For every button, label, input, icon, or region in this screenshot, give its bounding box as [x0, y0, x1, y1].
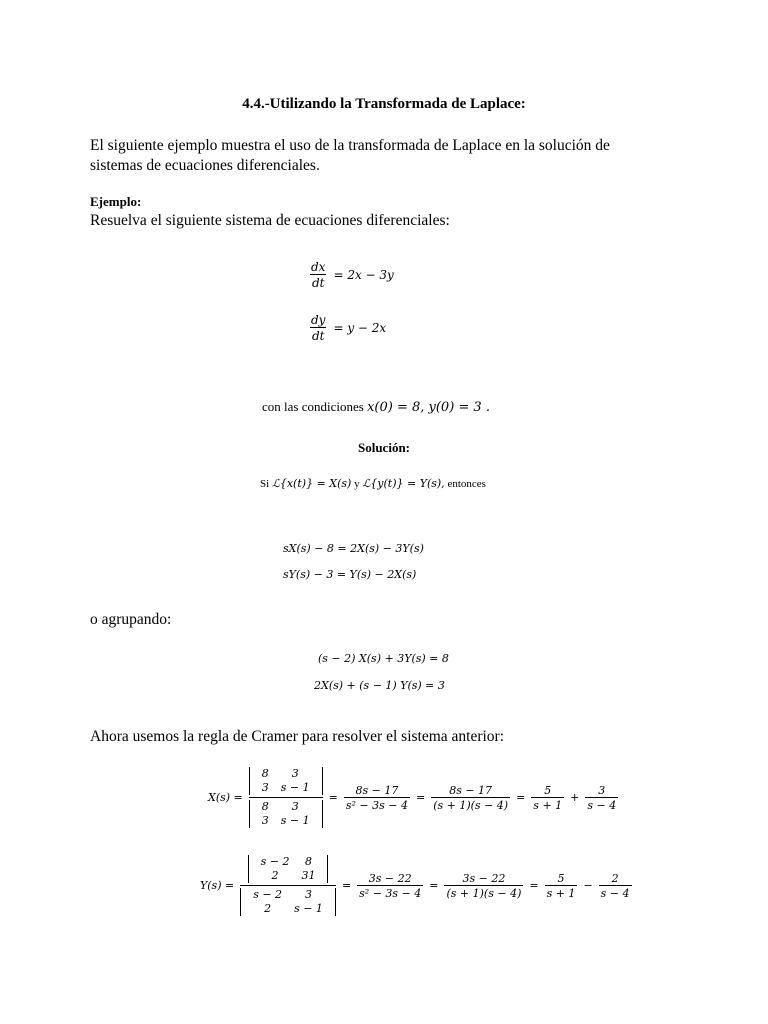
fraction-denominator: s − 4	[600, 886, 630, 900]
det-cell: 3	[261, 781, 269, 794]
intro-line-2: sistemas de ecuaciones diferenciales.	[90, 157, 320, 174]
laplace-y: ℒ{y(t)} = Y(s),	[362, 477, 445, 490]
fraction-numerator: 5	[544, 783, 552, 797]
det-cell: s − 2	[253, 888, 283, 901]
fraction-denominator: s − 4	[587, 798, 617, 812]
transformed-eq-2: sY(s) − 3 = Y(s) − 2X(s)	[283, 568, 417, 581]
y-conjunction: y	[354, 478, 360, 490]
minus-operator: −	[583, 879, 593, 892]
example-label: Ejemplo:	[90, 194, 142, 209]
det-cell: s − 1	[294, 902, 323, 915]
det-cell: s − 1	[280, 814, 310, 827]
eq-sign: =	[341, 879, 352, 892]
plus-operator: +	[570, 791, 580, 804]
det-cell: 2	[271, 869, 279, 882]
x-numerator-determinant	[249, 767, 323, 795]
det-cell: 3	[291, 767, 299, 780]
fraction-numerator: 8s − 17	[449, 783, 493, 797]
initial-conditions	[262, 399, 490, 415]
y-solution	[197, 855, 635, 916]
x-cramer-fraction	[249, 767, 323, 828]
ode-dx-denominator: dt	[311, 276, 325, 290]
laplace-definitions	[260, 477, 486, 490]
fraction-denominator: s² − 3s − 4	[359, 886, 422, 900]
ode-dx-fraction	[309, 260, 327, 290]
eq-sign: =	[429, 879, 439, 892]
fraction-denominator: s + 1	[533, 798, 563, 812]
conditions-text: con las condiciones	[262, 399, 364, 414]
ode-dx-numerator: dx	[311, 260, 326, 274]
si-prefix: Si	[260, 478, 270, 490]
y-denominator-determinant	[240, 888, 336, 916]
y-cramer-fraction	[240, 855, 336, 916]
grouped-eq-1: (s − 2) X(s) + 3Y(s) = 8	[318, 652, 449, 665]
fraction-numerator: 3s − 22	[368, 871, 412, 885]
solution-label: Solución:	[357, 440, 410, 455]
fraction-numerator: 8s − 17	[355, 783, 399, 797]
det-cell: 3	[304, 888, 312, 901]
ode-dy-denominator: dt	[311, 329, 325, 343]
entonces-text: entonces	[447, 478, 486, 490]
fraction-numerator: 5	[557, 871, 565, 885]
det-cell: s − 2	[260, 855, 290, 868]
fraction-denominator: (s + 1)(s − 4)	[446, 886, 522, 900]
y-partial-fraction-1	[545, 872, 578, 900]
x-partial-fraction-2	[585, 784, 618, 812]
transformed-eq-1: sX(s) − 8 = 2X(s) − 3Y(s)	[283, 542, 424, 555]
ode-dy-fraction	[309, 313, 327, 343]
ode-dy-rhs: = y − 2x	[333, 321, 387, 335]
x-partial-fraction-1	[531, 784, 564, 812]
section-title: 4.4.-Utilizando la Transformada de Laplace:	[242, 96, 526, 112]
example-prompt: Resuelva el siguiente sistema de ecuaciones diferenciales:	[90, 212, 450, 229]
laplace-x: ℒ{x(t)} = X(s)	[271, 477, 352, 490]
det-cell: 3	[291, 800, 299, 813]
ode-dx-dt	[306, 260, 397, 290]
ode-dy-dt	[306, 313, 389, 343]
det-cell: 8	[261, 800, 269, 813]
grouped-eq-2: 2X(s) + (s − 1) Y(s) = 3	[314, 679, 445, 692]
conditions-math: x(0) = 8, y(0) = 3 .	[367, 400, 490, 415]
y-fraction-2	[444, 872, 523, 900]
x-lhs: X(s) =	[208, 791, 243, 804]
y-numerator-determinant	[248, 855, 329, 883]
det-cell: 3	[261, 814, 269, 827]
fraction-numerator: 3	[598, 783, 606, 797]
det-cell: 8	[261, 767, 269, 780]
ode-dy-numerator: dy	[311, 313, 326, 327]
eq-sign: =	[516, 791, 526, 804]
y-fraction-1	[357, 872, 423, 900]
eq-sign: =	[328, 791, 338, 804]
cramer-text: Ahora usemos la regla de Cramer para resolver el sistema anterior:	[90, 728, 505, 745]
eq-sign: =	[529, 879, 539, 892]
x-fraction-2	[431, 784, 510, 812]
det-cell: 8	[304, 855, 312, 868]
fraction-numerator: 3s − 22	[462, 871, 506, 885]
det-cell: 31	[301, 869, 316, 882]
x-denominator-determinant	[249, 800, 323, 828]
y-partial-fraction-2	[599, 872, 632, 900]
x-solution	[205, 767, 621, 828]
ode-dx-rhs: = 2x − 3y	[333, 268, 394, 282]
y-lhs: Y(s) =	[200, 879, 235, 892]
fraction-denominator: (s + 1)(s − 4)	[433, 798, 509, 812]
det-cell: 2	[264, 902, 272, 915]
det-cell: s − 1	[280, 781, 310, 794]
fraction-denominator: s + 1	[546, 886, 576, 900]
fraction-denominator: s² − 3s − 4	[345, 798, 408, 812]
intro-line-1: El siguiente ejemplo muestra el uso de la transformada de Laplace en la solución de	[90, 137, 610, 154]
eq-sign: =	[415, 791, 426, 804]
fraction-numerator: 2	[611, 871, 619, 885]
x-fraction-1	[344, 784, 410, 812]
grouping-text: o agrupando:	[90, 611, 172, 628]
